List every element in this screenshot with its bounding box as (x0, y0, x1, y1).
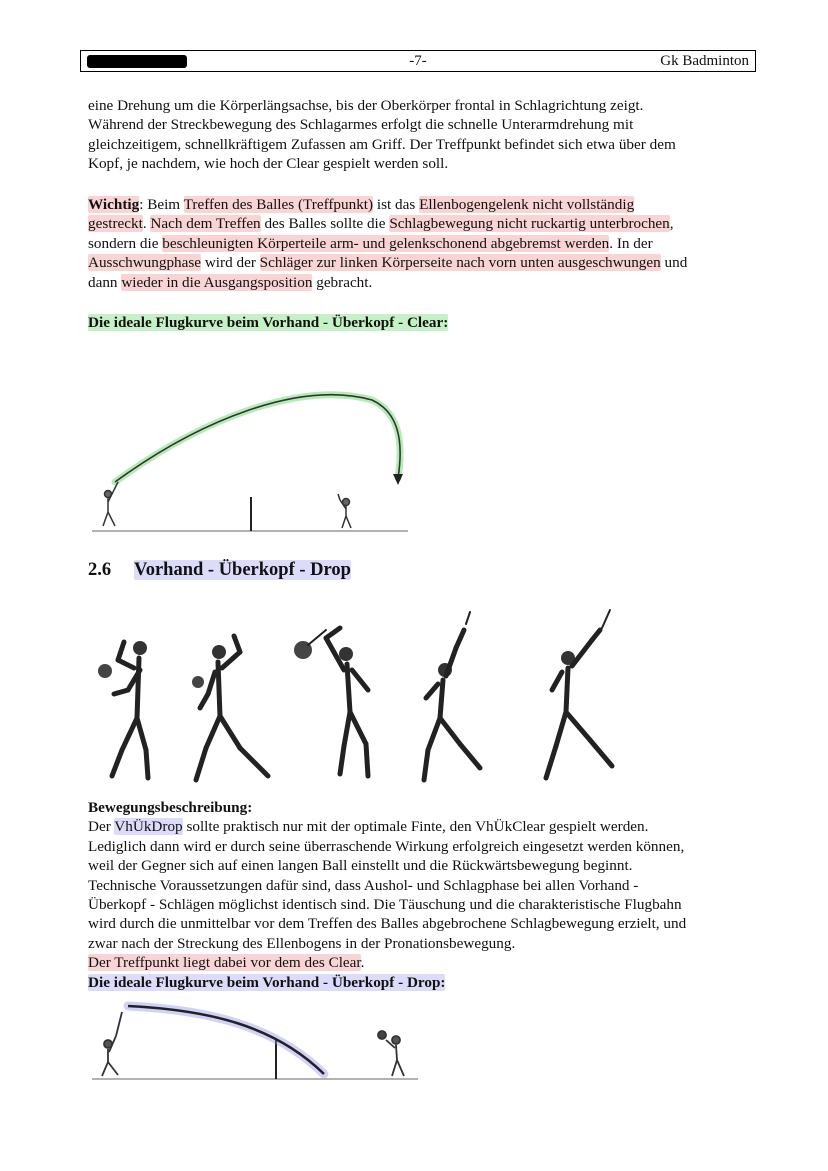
text-run: sollte praktisch nur mit der optimale Finte, den VhÜkClear gespielt werden. (182, 818, 649, 836)
highlight: VhÜkDrop (114, 818, 183, 836)
section-title: Vorhand - Überkopf - Drop (134, 560, 351, 580)
highlight: Der Treffpunkt liegt dabei vor dem des Clear (88, 954, 361, 972)
highlight: Ellenbogengelenk nicht vollständig (419, 196, 635, 213)
description-heading: Bewegungsbeschreibung: (88, 799, 253, 816)
highlight-stroke (128, 1006, 324, 1074)
text-line: weil der Gegner sich auf einen langen Ball einstellt und die Rückwärtsbewegung beginnt. (88, 857, 633, 875)
highlight: Schläger zur linken Körperseite nach vorn unten ausgeschwungen (259, 254, 661, 272)
highlight: Ausschwungphase (88, 254, 202, 272)
drop-heading-text: Die ideale Flugkurve beim Vorhand - Überkopf - Drop: (88, 973, 446, 991)
text-run: Der (88, 818, 115, 836)
text-run: wird der (201, 254, 260, 272)
text-line: wird durch die unmittelbar vor dem Treffen des Balles abgebrochene Schlagbewegung erzielt, und (88, 915, 687, 933)
highlight: Treffen des Balles (Treffpunkt) (183, 196, 374, 213)
text-run: und (660, 254, 688, 272)
text-line: Überkopf - Schlägen möglichst identisch sind. Die Täuschung und die charakteristische Flugbahn (88, 896, 682, 914)
page-number: -7- (409, 53, 427, 69)
important-label: Wichtig (88, 196, 140, 213)
text-run: . (142, 215, 151, 233)
text-run: . (360, 954, 365, 972)
player-left-icon (102, 1012, 122, 1076)
text-run: . In der (609, 234, 653, 252)
text-run: ist das (373, 196, 420, 213)
text-line: gleichzeitigem, schnellkräftigem Zufassen am Griff. Der Treffpunkt befindet sich etwa über dem (88, 135, 676, 153)
text-line: zwar nach der Streckung des Ellenbogens in der Pronationsbewegung. (88, 934, 516, 952)
section-number: 2.6 (88, 560, 112, 580)
text-run: dann (88, 273, 122, 291)
clear-heading-text: Die ideale Flugkurve beim Vorhand - Überkopf - Clear: (88, 314, 449, 331)
text-line: Kopf, je nachdem, wie hoch der Clear gespielt werden soll. (88, 155, 449, 173)
highlight: Nach dem Treffen (150, 215, 261, 233)
text-run: gebracht. (312, 273, 373, 291)
text-line: Während der Streckbewegung des Schlagarmes erfolgt die schnelle Unterarmdrehung mit (88, 116, 634, 134)
text-run: , (669, 215, 674, 233)
highlight: beschleunigten Körperteile arm- und gelenkschonend abgebremst werden (162, 234, 610, 252)
text-line: eine Drehung um die Körperlängsachse, bis der Oberkörper frontal in Schlagrichtung zeigt. (88, 97, 644, 114)
text-line: Technische Voraussetzungen dafür sind, dass Aushol- und Schlagphase bei allen Vorhand - (88, 876, 639, 894)
highlight: Schlagbewegung nicht ruckartig unterbrochen (389, 215, 670, 233)
player-right-icon (378, 1031, 404, 1076)
highlight: gestreckt (88, 215, 143, 233)
text-line: Lediglich dann wird er durch seine überraschende Wirkung erfolgreich eingesetzt werden können, (88, 837, 685, 855)
text-run: sondern die (88, 234, 163, 252)
course-title: Gk Badminton (660, 53, 749, 69)
text-run: : Beim (139, 196, 184, 213)
highlight: wieder in die Ausgangsposition (121, 273, 313, 291)
text-run: des Balles sollte die (260, 215, 390, 233)
